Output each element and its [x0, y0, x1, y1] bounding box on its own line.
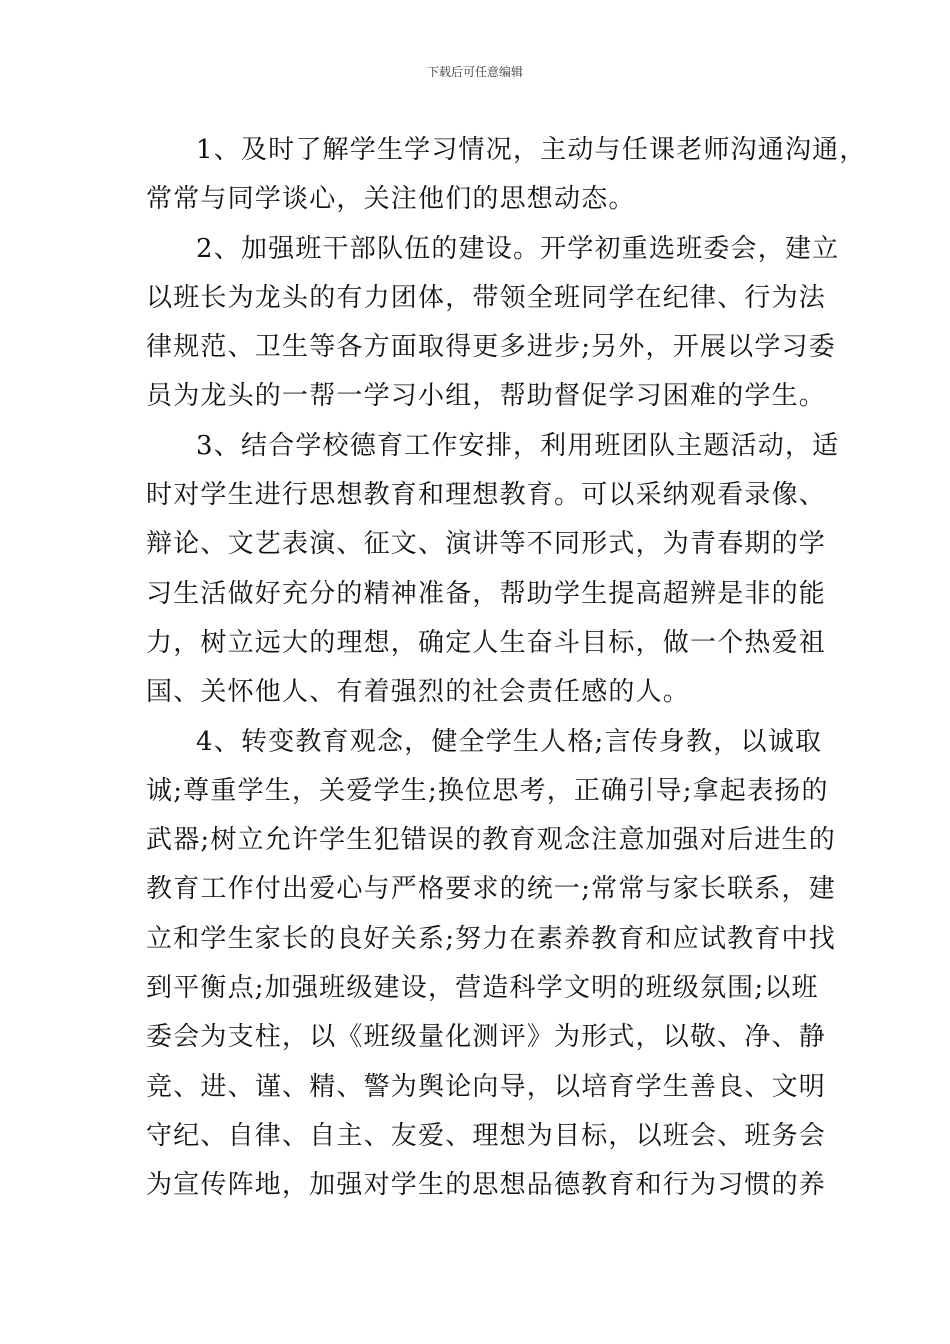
paragraph-3-line-4: 习生活做好充分的精神准备，帮助学生提高超辨是非的能: [146, 578, 827, 609]
paragraph-1-line-1: 1、及时了解学生学习情况，主动与任课老师沟通沟通，: [196, 135, 867, 165]
paragraph-4-line-7: 委会为支柱，以《班级量化测评》为形式，以敬、净、静: [146, 1022, 827, 1053]
paragraph-4-line-9: 守纪、自律、自主、友爱、理想为目标，以班会、班务会: [146, 1120, 827, 1151]
paragraph-2-line-3: 律规范、卫生等各方面取得更多进步;另外，开展以学习委: [146, 332, 836, 363]
paragraph-2-line-4: 员为龙头的一帮一学习小组，帮助督促学习困难的学生。: [146, 381, 827, 412]
paragraph-4-line-2: 诚;尊重学生，关爱学生;换位思考，正确引导;拿起表扬的: [146, 775, 829, 806]
paragraph-3-line-6: 国、关怀他人、有着强烈的社会责任感的人。: [146, 677, 691, 708]
paragraph-4-line-1: 4、转变教育观念，健全学生人格;言传身教，以诚取: [196, 726, 823, 757]
paragraph-4-line-8: 竞、进、谨、精、警为舆论向导，以培育学生善良、文明: [146, 1071, 827, 1102]
paragraph-4-line-3: 武器;树立允许学生犯错误的教育观念注意加强对后进生的: [146, 825, 836, 856]
document-body: [146, 126, 867, 1211]
paragraph-2-line-2: 以班长为龙头的有力团体，带领全班同学在纪律、行为法: [146, 282, 827, 313]
paragraph-4-line-4: 教育工作付出爱心与严格要求的统一;常常与家长联系，建: [146, 874, 836, 905]
paragraph-4-line-5: 立和学生家长的良好关系;努力在素养教育和应试教育中找: [146, 923, 836, 954]
paragraph-3-line-3: 辩论、文艺表演、征文、演讲等不同形式，为青春期的学: [146, 529, 827, 560]
paragraph-2-line-1: 2、加强班干部队伍的建设。开学初重选班委会，建立: [196, 233, 840, 264]
paragraph-3-line-5: 力，树立远大的理想，确定人生奋斗目标，做一个热爱祖: [146, 627, 827, 658]
paragraph-1-line-2: 常常与同学谈心，关注他们的思想动态。: [146, 184, 636, 215]
paragraph-3-line-2: 时对学生进行思想教育和理想教育。可以采纳观看录像、: [146, 480, 827, 511]
page-header: 下载后可任意编辑: [426, 65, 523, 79]
paragraph-4-line-10: 为宣传阵地，加强对学生的思想品德教育和行为习惯的养: [146, 1170, 827, 1201]
paragraph-4-line-6: 到平衡点;加强班级建设，营造科学文明的班级氛围;以班: [146, 973, 819, 1004]
paragraph-3-line-1: 3、结合学校德育工作安排，利用班团队主题活动，适: [196, 430, 840, 461]
